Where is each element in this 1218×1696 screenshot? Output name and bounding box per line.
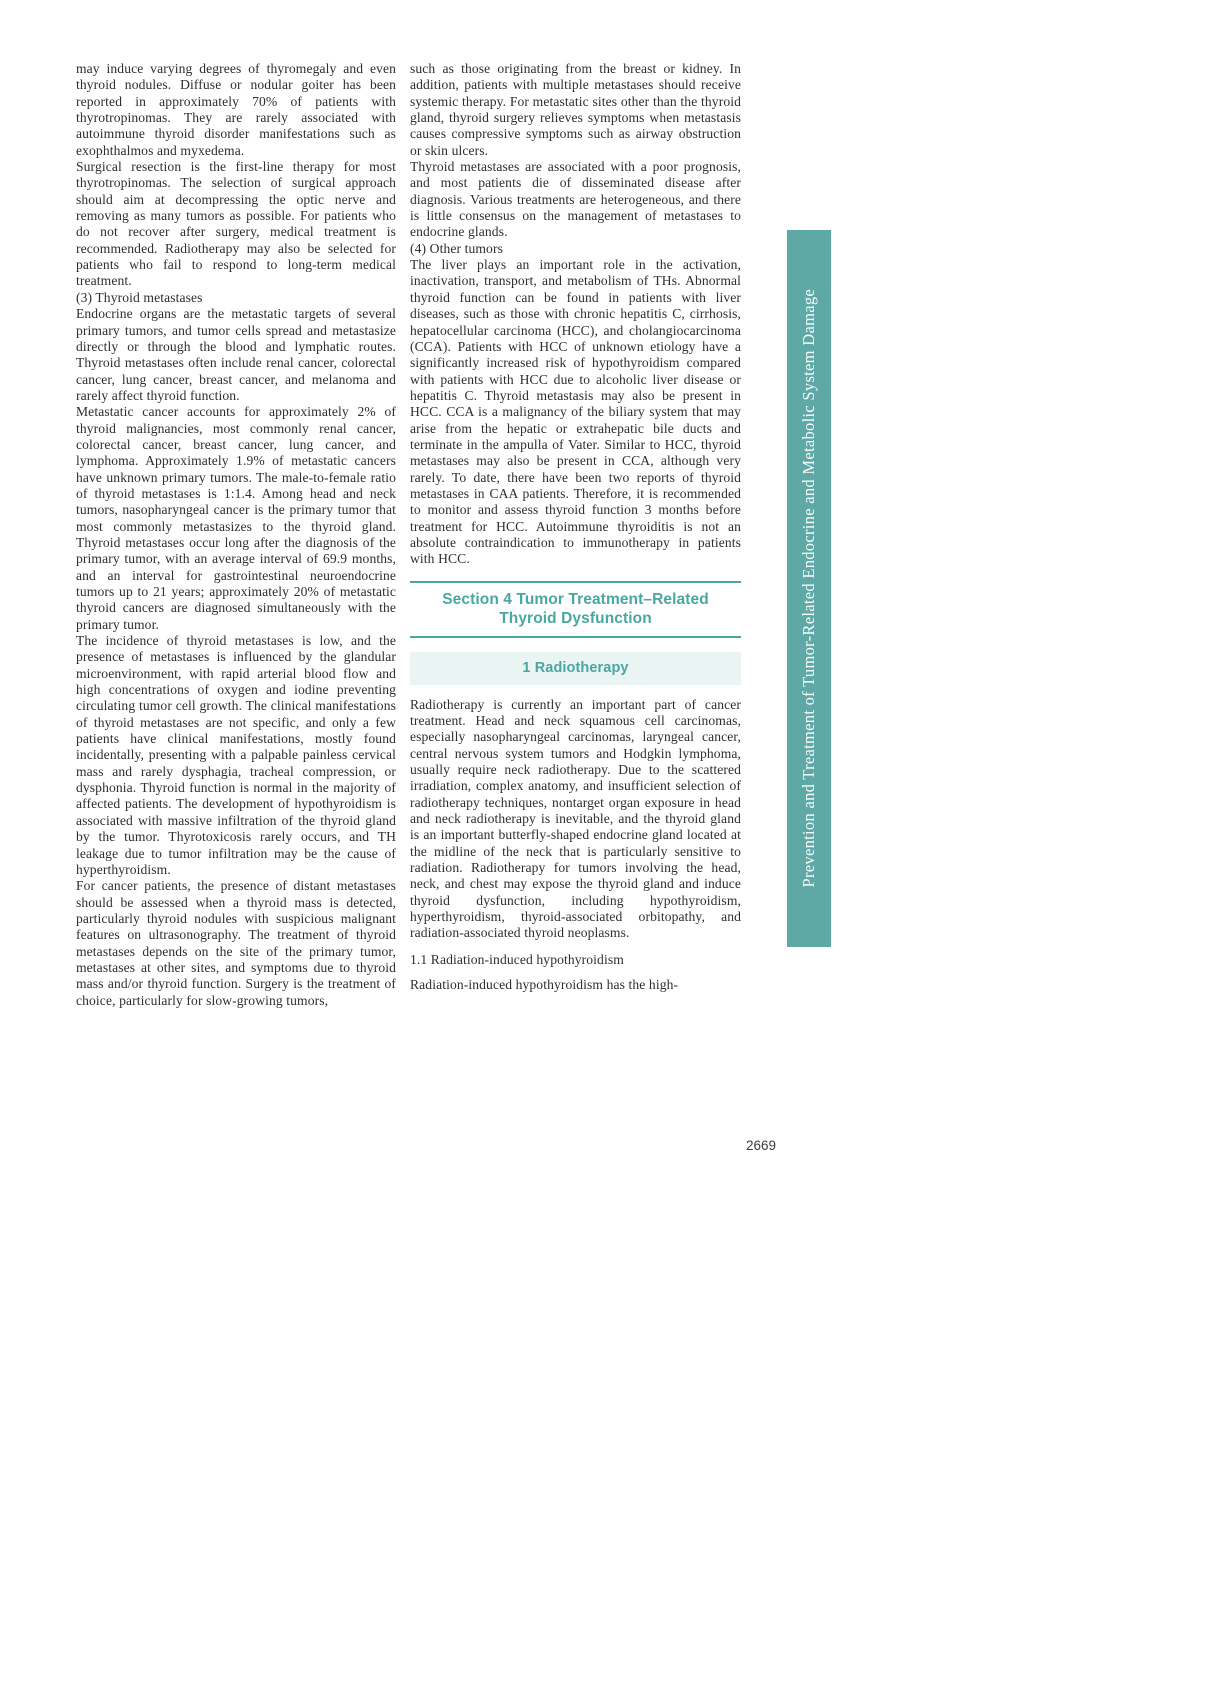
- paragraph: may induce varying degrees of thyromegaly and even thyroid nodules. Diffuse or nodular goiter has been reported in approximately 70% of patients with thyrotropinomas. They are rarely associated with autoimmune thyroid disorder manifestations such as exophthalmos and myxedema.: [76, 61, 396, 158]
- section-heading: Section 4 Tumor Treatment–Related Thyroid Dysfunction: [410, 581, 741, 638]
- page-number: 2669: [745, 1138, 776, 1153]
- paragraph: For cancer patients, the presence of distant metastases should be assessed when a thyroid mass is detected, particularly thyroid nodules with suspicious malignant features on ultrasonography. The treatment of thyroid metastases depends on the site of the primary tumor, metastases at other sites, and symptoms due to thyroid mass and/or thyroid function. Surgery is the treatment of choice, particularly for slow-growing tumors,: [76, 878, 396, 1008]
- chapter-tab-label: Prevention and Treatment of Tumor-Related Endocrine and Metabolic System Damage: [799, 289, 818, 888]
- paragraph: Radiotherapy is currently an important part of cancer treatment. Head and neck squamous cell carcinomas, especially nasopharyngeal carcinomas, laryngeal cancer, central nervous system tumors and Hodgkin lymphoma, usually require neck radiotherapy. Due to the scattered irradiation, complex anatomy, and insufficient selection of radiotherapy techniques, nontarget organ exposure in head and neck radiotherapy is inevitable, and the thyroid gland is an important butterfly-shaped endocrine gland located at the midline of the neck that is particularly sensitive to radiation. Radiotherapy for tumors involving the head, neck, and chest may expose the thyroid gland and induce thyroid dysfunction, including hypothyroidism, hyperthyroidism, thyroid-associated orbitopathy, and radiation-associated thyroid neoplasms.: [410, 696, 741, 941]
- subsection-heading-radiotherapy: 1 Radiotherapy: [410, 652, 741, 685]
- list-item-heading: (3) Thyroid metastases: [76, 289, 203, 305]
- left-column: [76, 61, 396, 1009]
- paragraph: Metastatic cancer accounts for approximately 2% of thyroid malignancies, most commonly renal cancer, colorectal cancer, breast cancer, lung cancer, and lymphoma. Approximately 1.9% of metastatic cancers have unknown primary tumors. The male-to-female ratio of thyroid metastases is 1:1.4. Among head and neck tumors, nasopharyngeal cancer is the primary tumor that most commonly metastasizes to the thyroid gland. Thyroid metastases occur long after the diagnosis of the primary tumor, with an average interval of 69.9 months, and an interval for gastrointestinal neuroendocrine tumors up to 21 years; approximately 20% of metastatic thyroid cancers are diagnosed simultaneously with the primary tumor.: [76, 404, 396, 632]
- paragraph: such as those originating from the breast or kidney. In addition, patients with multiple metastases should receive systemic therapy. For metastatic sites other than the thyroid gland, thyroid surgery relieves symptoms when metastasis causes compressive symptoms such as airway obstruction or skin ulcers.: [410, 61, 741, 158]
- right-column: [410, 61, 741, 994]
- paragraph: Endocrine organs are the metastatic targets of several primary tumors, and tumor cells spread and metastasize directly or through the blood and lymphatic routes. Thyroid metastases often include renal cancer, colorectal cancer, lung cancer, breast cancer, and melanoma and rarely affect thyroid function.: [76, 306, 396, 403]
- paragraph: Thyroid metastases are associated with a poor prognosis, and most patients die of disseminated disease after diagnosis. Various treatments are heterogeneous, and there is little consensus on the management of metastases to endocrine glands.: [410, 159, 741, 240]
- subsubsection-heading: 1.1 Radiation-induced hypothyroidism: [410, 951, 624, 967]
- chapter-tab: [787, 230, 831, 947]
- paragraph: Radiation-induced hypothyroidism has the high-: [410, 977, 679, 993]
- list-item-heading: (4) Other tumors: [410, 240, 503, 256]
- paragraph: The liver plays an important role in the activation, inactivation, transport, and metabolism of THs. Abnormal thyroid function can be found in patients with liver diseases, such as those with chronic hepatitis C, cirrhosis, hepatocellular carcinoma (HCC), and cholangiocarcinoma (CCA). Patients with HCC of unknown etiology have a significantly increased risk of hypothyroidism compared with patients with HCC due to alcoholic liver disease or hepatitis C. Thyroid metastasis may also be present in HCC. CCA is a malignancy of the biliary system that may arise from the hepatic or extrahepatic bile ducts and terminate in the ampulla of Vater. Similar to HCC, thyroid metastases may also be present in CCA, although very rarely. To date, there have been two reports of thyroid metastases in CAA patients. Therefore, it is recommended to monitor and assess thyroid function 3 months before treatment for HCC. Autoimmune thyroiditis is not an absolute contraindication to immunotherapy in patients with HCC.: [410, 257, 741, 567]
- paragraph: Surgical resection is the first-line therapy for most thyrotropinomas. The selection of surgical approach should aim at decompressing the optic nerve and removing as many tumors as possible. For patients who do not recover after surgery, medical treatment is recommended. Radiotherapy may also be selected for patients who fail to respond to long-term medical treatment.: [76, 159, 396, 289]
- paragraph: The incidence of thyroid metastases is low, and the presence of metastases is influenced by the glandular microenvironment, with rapid arterial blood flow and high concentrations of oxygen and iodine preventing circulating tumor cell growth. The clinical manifestations of thyroid metastases are not specific, and only a few patients have clinical manifestations, mostly found incidentally, presenting with a palpable painless cervical mass and rarely dysphagia, tracheal compression, or dysphonia. Thyroid function is normal in the majority of affected patients. The development of hypothyroidism is associated with massive infiltration of the thyroid gland by the tumor. Thyrotoxicosis rarely occurs, and TH leakage due to tumor infiltration may be the cause of hyperthyroidism.: [76, 633, 396, 877]
